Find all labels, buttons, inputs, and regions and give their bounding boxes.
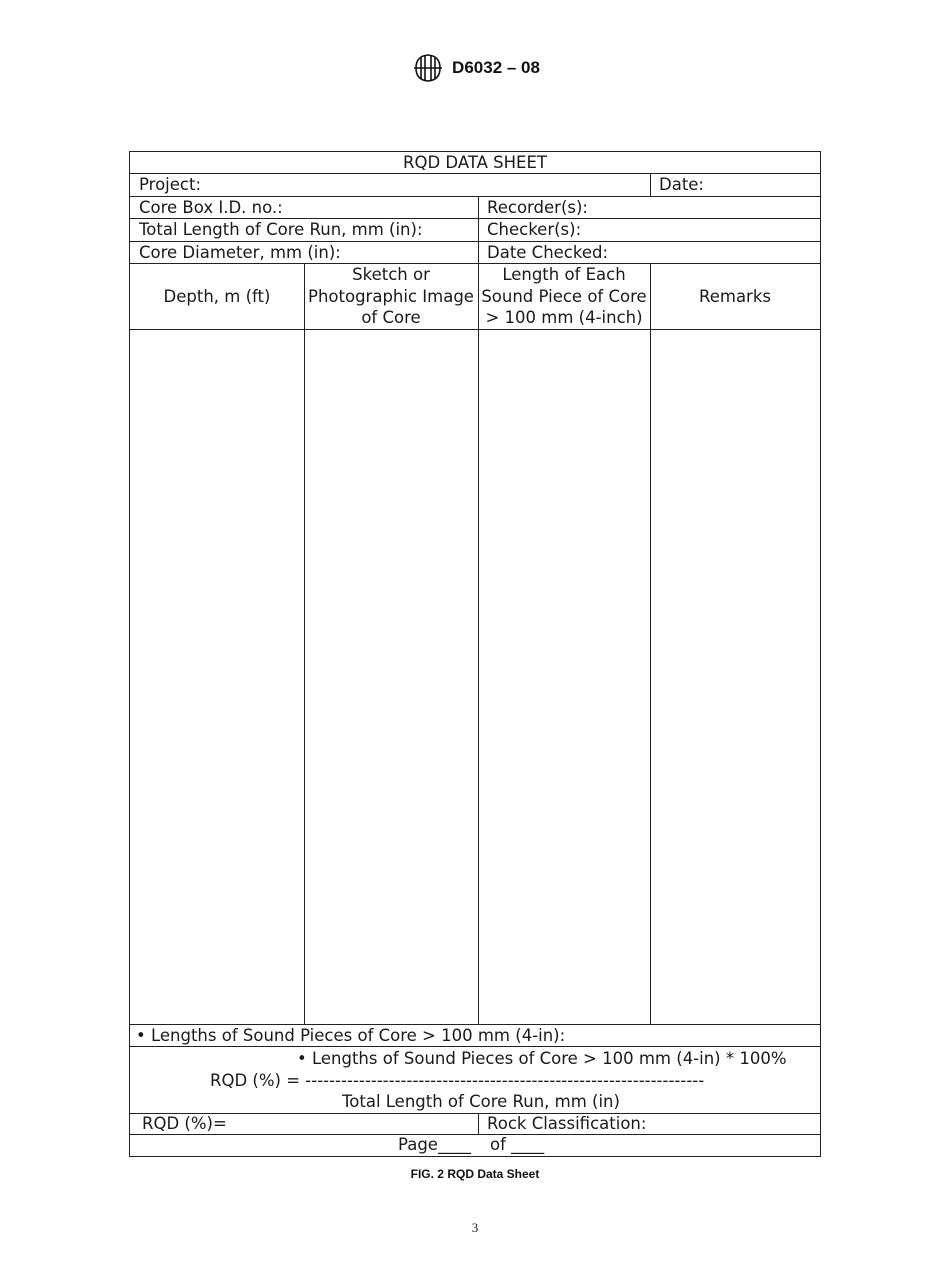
- formula-denominator: Total Length of Core Run, mm (in): [342, 1092, 620, 1111]
- checkers-label: Checker(s):: [487, 220, 582, 239]
- column-header-row: [130, 264, 820, 330]
- rock-classification-label: Rock Classification:: [487, 1114, 647, 1133]
- rqd-data-sheet: [129, 151, 821, 1157]
- lengths-row: [130, 1025, 820, 1047]
- project-row: [130, 174, 820, 197]
- depth-entry-area[interactable]: [130, 330, 304, 1024]
- remarks-entry-area[interactable]: [650, 330, 820, 1024]
- total-length-row: [130, 219, 820, 242]
- date-label: Date:: [659, 175, 704, 194]
- length-header-line: Sound Piece of Core: [481, 286, 647, 306]
- page-row: [130, 1135, 820, 1156]
- formula-fraction-line: [210, 1071, 704, 1091]
- project-label: Project:: [139, 175, 202, 194]
- core-diameter-label: Core Diameter, mm (in):: [139, 242, 341, 262]
- data-body: [130, 330, 820, 1025]
- remarks-column-header: Remarks: [699, 286, 771, 306]
- rqd-result-label: RQD (%)=: [142, 1114, 227, 1133]
- formula-lhs: RQD (%) =: [210, 1071, 306, 1090]
- formula-divider: -------------------------------------------------------------------: [305, 1071, 705, 1090]
- date-checked-label: Date Checked:: [487, 242, 609, 262]
- page-label: Page____: [398, 1135, 471, 1154]
- core-box-row: [130, 197, 820, 219]
- lengths-sound-pieces-label: • Lengths of Sound Pieces of Core > 100 mm (4-in):: [136, 1025, 566, 1045]
- rqd-formula-row: [130, 1047, 820, 1114]
- sketch-header-line: of Core: [361, 308, 421, 328]
- length-entry-area[interactable]: [478, 330, 650, 1024]
- core-diameter-row: [130, 242, 820, 264]
- total-length-label: Total Length of Core Run, mm (in):: [139, 220, 423, 239]
- rqd-result-row: [130, 1114, 820, 1135]
- recorders-label: Recorder(s):: [487, 197, 588, 217]
- sketch-header-line: Sketch or: [352, 265, 430, 285]
- sheet-title: RQD DATA SHEET: [403, 152, 547, 172]
- length-header-line: > 100 mm (4-inch): [485, 308, 643, 328]
- document-header: [0, 52, 950, 84]
- of-label: of ____: [490, 1135, 545, 1154]
- length-header-line: Length of Each: [502, 265, 626, 285]
- figure-caption: FIG. 2 RQD Data Sheet: [410, 1167, 540, 1181]
- sketch-column-header: [304, 264, 478, 329]
- page-number: 3: [471, 1220, 479, 1235]
- formula-numerator: • Lengths of Sound Pieces of Core > 100 mm (4-in) * 100%: [297, 1049, 787, 1068]
- depth-column-header: Depth, m (ft): [163, 286, 271, 306]
- document-id: D6032 – 08: [452, 58, 540, 77]
- sketch-entry-area[interactable]: [304, 330, 478, 1024]
- core-box-label: Core Box I.D. no.:: [139, 197, 283, 217]
- sketch-header-line: Photographic Image: [308, 286, 474, 306]
- length-column-header: [478, 264, 650, 329]
- title-row: [130, 152, 820, 174]
- astm-logo-icon: [410, 52, 446, 84]
